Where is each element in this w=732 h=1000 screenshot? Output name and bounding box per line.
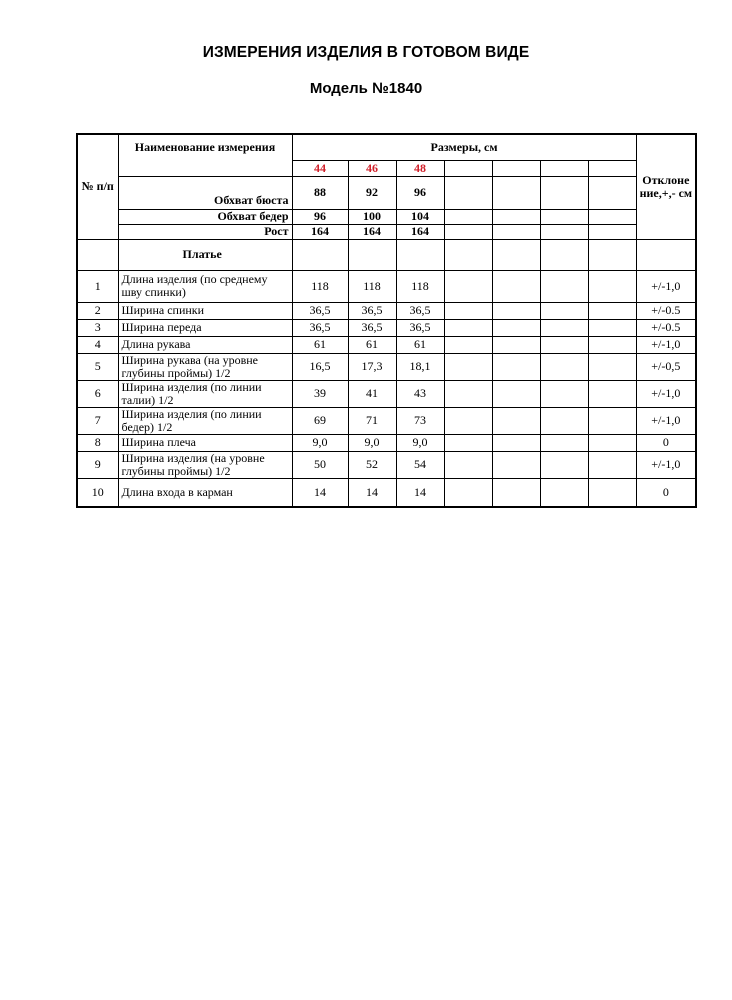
value-size-44: 36,5 xyxy=(292,319,348,336)
empty-value-cell xyxy=(540,434,588,451)
empty-value-cell xyxy=(444,319,492,336)
empty-value-cell xyxy=(540,319,588,336)
value-size-44: 39 xyxy=(292,380,348,407)
tolerance: +/-0,5 xyxy=(636,353,696,380)
model-number: Модель №1840 xyxy=(309,80,423,97)
value-size-44: 16,5 xyxy=(292,353,348,380)
tolerance: +/-1,0 xyxy=(636,336,696,353)
tolerance: +/-1,0 xyxy=(636,407,696,434)
empty-value-cell xyxy=(492,434,540,451)
table-row xyxy=(77,434,696,451)
empty-value-cell xyxy=(492,336,540,353)
value-size-46: 118 xyxy=(348,270,396,302)
value-size-46: 9,0 xyxy=(348,434,396,451)
base-value: 96 xyxy=(292,209,348,224)
tolerance: +/-1,0 xyxy=(636,380,696,407)
value-size-48: 61 xyxy=(396,336,444,353)
header-sizes: Размеры, см xyxy=(292,134,636,160)
measurement-name: Ширина изделия (по линии талии) 1/2 xyxy=(118,380,292,407)
empty-value-cell xyxy=(540,353,588,380)
value-size-46: 17,3 xyxy=(348,353,396,380)
measurement-name: Ширина изделия (на уровне глубины проймы) 1/2 xyxy=(118,451,292,478)
value-size-44: 14 xyxy=(292,478,348,507)
empty-size-cell xyxy=(444,160,492,176)
base-value: 92 xyxy=(348,176,396,209)
value-size-44: 118 xyxy=(292,270,348,302)
tolerance: +/-1,0 xyxy=(636,270,696,302)
empty-value-cell xyxy=(444,336,492,353)
measurement-name: Длина входа в карман xyxy=(118,478,292,507)
base-value: 96 xyxy=(396,176,444,209)
measurement-name: Ширина рукава (на уровне глубины проймы) 1/2 xyxy=(118,353,292,380)
measurement-name: Длина изделия (по среднему шву спинки) xyxy=(118,270,292,302)
value-size-44: 61 xyxy=(292,336,348,353)
table-row xyxy=(77,407,696,434)
value-size-44: 69 xyxy=(292,407,348,434)
base-label-height: Рост xyxy=(118,224,292,239)
table-row xyxy=(77,478,696,507)
value-size-46: 41 xyxy=(348,380,396,407)
value-size-46: 14 xyxy=(348,478,396,507)
empty-size-cell xyxy=(540,160,588,176)
value-size-44: 50 xyxy=(292,451,348,478)
empty-value-cell xyxy=(588,319,636,336)
empty-value-cell xyxy=(444,434,492,451)
empty-value-cell xyxy=(540,270,588,302)
value-size-48: 36,5 xyxy=(396,302,444,319)
empty-size-cell xyxy=(588,160,636,176)
empty-value-cell xyxy=(444,270,492,302)
empty-value-cell xyxy=(492,302,540,319)
row-number: 3 xyxy=(77,319,118,336)
table-row xyxy=(77,451,696,478)
empty-value-cell xyxy=(588,336,636,353)
section-label: Платье xyxy=(118,239,292,270)
value-size-46: 36,5 xyxy=(348,319,396,336)
base-value: 88 xyxy=(292,176,348,209)
row-number: 7 xyxy=(77,407,118,434)
tolerance: 0 xyxy=(636,478,696,507)
value-size-46: 61 xyxy=(348,336,396,353)
empty-size-cell xyxy=(492,160,540,176)
empty-value-cell xyxy=(444,380,492,407)
document-title: ИЗМЕРЕНИЯ ИЗДЕЛИЯ В ГОТОВОМ ВИДЕ xyxy=(202,44,530,61)
row-number: 1 xyxy=(77,270,118,302)
row-number: 5 xyxy=(77,353,118,380)
value-size-48: 43 xyxy=(396,380,444,407)
empty-value-cell xyxy=(540,336,588,353)
row-number: 4 xyxy=(77,336,118,353)
row-number: 10 xyxy=(77,478,118,507)
measurements-table xyxy=(76,133,697,508)
table-row xyxy=(77,270,696,302)
empty-value-cell xyxy=(444,302,492,319)
header-deviation: Отклоне ние,+,- см xyxy=(636,134,696,239)
value-size-48: 36,5 xyxy=(396,319,444,336)
tolerance: +/-1,0 xyxy=(636,451,696,478)
empty-value-cell xyxy=(444,353,492,380)
table-row xyxy=(77,336,696,353)
empty-value-cell xyxy=(588,353,636,380)
value-size-48: 14 xyxy=(396,478,444,507)
empty-value-cell xyxy=(492,478,540,507)
size-44: 44 xyxy=(292,160,348,176)
table-row xyxy=(77,380,696,407)
tolerance: 0 xyxy=(636,434,696,451)
measurement-name: Длина рукава xyxy=(118,336,292,353)
empty-value-cell xyxy=(540,478,588,507)
value-size-48: 9,0 xyxy=(396,434,444,451)
row-number: 8 xyxy=(77,434,118,451)
base-label-bust: Обхват бюста xyxy=(118,176,292,209)
table-row xyxy=(77,319,696,336)
empty-value-cell xyxy=(540,451,588,478)
empty-value-cell xyxy=(588,302,636,319)
base-value: 164 xyxy=(396,224,444,239)
empty-value-cell xyxy=(588,407,636,434)
empty-value-cell xyxy=(492,353,540,380)
empty-value-cell xyxy=(588,380,636,407)
value-size-46: 36,5 xyxy=(348,302,396,319)
measurement-name: Ширина спинки xyxy=(118,302,292,319)
row-number: 6 xyxy=(77,380,118,407)
base-value: 164 xyxy=(348,224,396,239)
value-size-44: 9,0 xyxy=(292,434,348,451)
size-48: 48 xyxy=(396,160,444,176)
empty-value-cell xyxy=(492,407,540,434)
empty-value-cell xyxy=(492,270,540,302)
value-size-48: 54 xyxy=(396,451,444,478)
table-row xyxy=(77,353,696,380)
measurement-name: Ширина изделия (по линии бедер) 1/2 xyxy=(118,407,292,434)
empty-value-cell xyxy=(588,270,636,302)
base-value: 100 xyxy=(348,209,396,224)
value-size-48: 118 xyxy=(396,270,444,302)
empty-value-cell xyxy=(588,478,636,507)
empty-value-cell xyxy=(540,407,588,434)
empty-value-cell xyxy=(588,451,636,478)
tolerance: +/-0.5 xyxy=(636,319,696,336)
base-value: 104 xyxy=(396,209,444,224)
empty-value-cell xyxy=(540,302,588,319)
base-label-hips: Обхват бедер xyxy=(118,209,292,224)
base-value: 164 xyxy=(292,224,348,239)
value-size-48: 73 xyxy=(396,407,444,434)
empty-value-cell xyxy=(444,478,492,507)
size-46: 46 xyxy=(348,160,396,176)
empty-value-cell xyxy=(492,380,540,407)
header-name: Наименование измерения xyxy=(118,134,292,176)
value-size-44: 36,5 xyxy=(292,302,348,319)
empty-value-cell xyxy=(444,451,492,478)
value-size-46: 71 xyxy=(348,407,396,434)
measurement-name: Ширина переда xyxy=(118,319,292,336)
empty-value-cell xyxy=(492,451,540,478)
empty-value-cell xyxy=(588,434,636,451)
table-row xyxy=(77,302,696,319)
value-size-48: 18,1 xyxy=(396,353,444,380)
empty-value-cell xyxy=(444,407,492,434)
header-num: № п/п xyxy=(77,134,118,239)
row-number: 9 xyxy=(77,451,118,478)
empty-value-cell xyxy=(540,380,588,407)
measurement-name: Ширина плеча xyxy=(118,434,292,451)
row-number: 2 xyxy=(77,302,118,319)
empty-value-cell xyxy=(492,319,540,336)
value-size-46: 52 xyxy=(348,451,396,478)
tolerance: +/-0.5 xyxy=(636,302,696,319)
